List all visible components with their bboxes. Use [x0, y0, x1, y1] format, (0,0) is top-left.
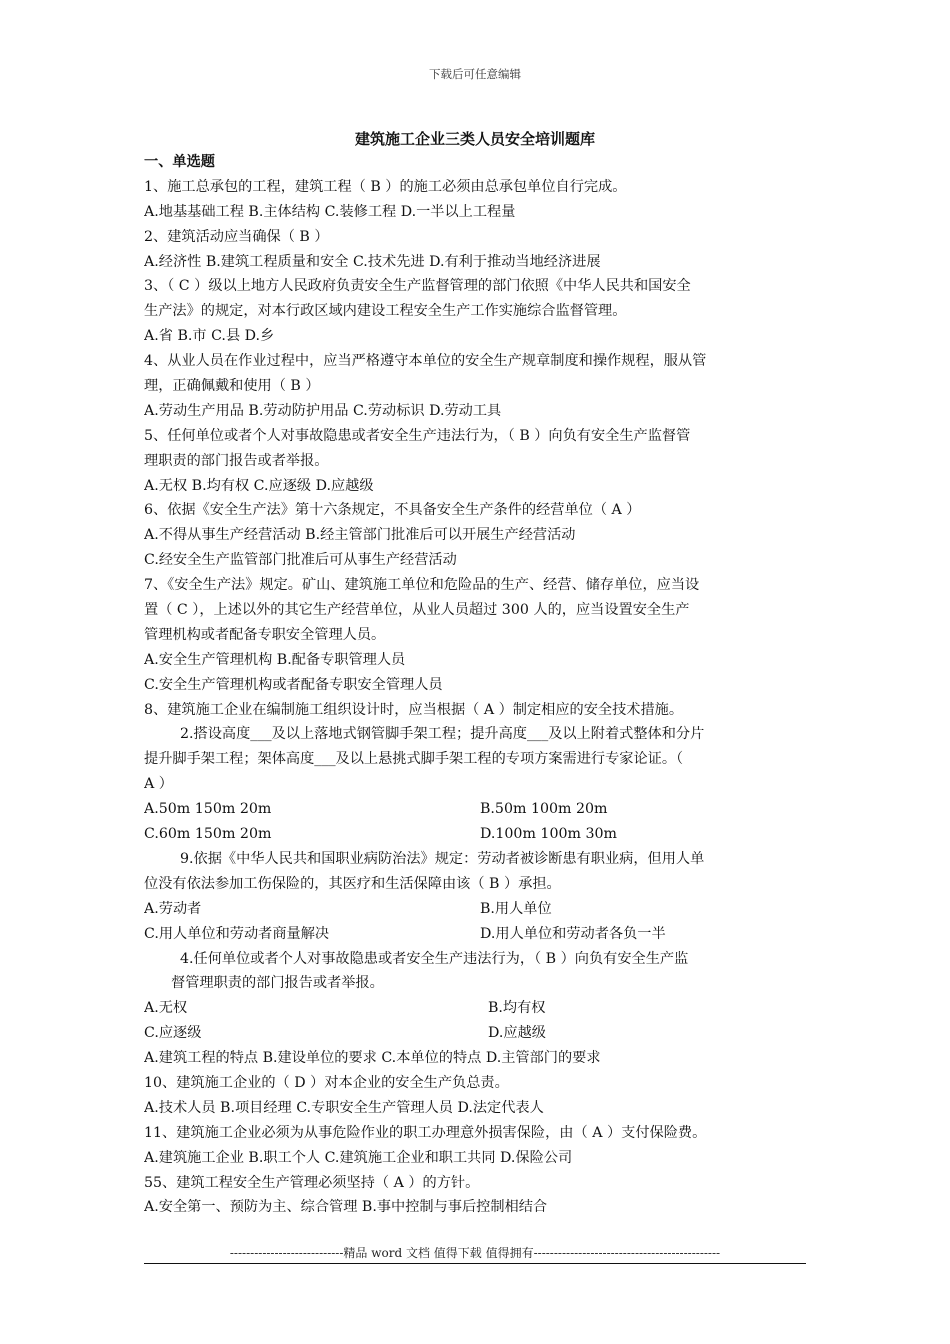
footer-divider [144, 1263, 806, 1264]
option-right: B.均有权 [488, 1000, 546, 1017]
text-line: 管理机构或者配备专职安全管理人员。 [144, 626, 386, 643]
footer-note: ----------------------------精品 word 文档 值得下载 值得拥有---------------------------------------------- [229, 1246, 721, 1260]
option-right: B.50m 100m 20m [480, 801, 608, 818]
option-row [144, 922, 824, 947]
text-line: 位没有依法参加工伤保险的，其医疗和生活保障由该（ B ）承担。 [144, 875, 561, 892]
option-row [144, 996, 824, 1021]
text-line: A.安全第一、预防为主、综合管理 B.事中控制与事后控制相结合 [144, 1199, 548, 1216]
text-line: 理，正确佩戴和使用（ B ） [144, 378, 320, 395]
text-line: 1、施工总承包的工程，建筑工程（ B ）的施工必须由总承包单位自行完成。 [144, 178, 627, 195]
text-line: 10、建筑施工企业的（ D ）对本企业的安全生产负总责。 [144, 1074, 509, 1091]
text-line: A ） [144, 776, 173, 793]
text-line: 3、（ C ）级以上地方人民政府负责安全生产监督管理的部门依照《中华人民共和国安全 [144, 278, 691, 295]
text-line: 督管理职责的部门报告或者举报。 [171, 975, 384, 992]
text-line: A.建筑施工企业 B.职工个人 C.建筑施工企业和职工共同 D.保险公司 [144, 1149, 573, 1166]
option-left: A.劳动者 [144, 900, 202, 917]
option-right: D.应越级 [488, 1025, 546, 1042]
option-left: C.用人单位和劳动者商量解决 [144, 925, 330, 942]
text-line: A.技术人员 B.项目经理 C.专职安全生产管理人员 D.法定代表人 [144, 1099, 544, 1116]
text-line: 生产法》的规定，对本行政区域内建设工程安全生产工作实施综合监督管理。 [144, 303, 627, 320]
text-line: 6、依据《安全生产法》第十六条规定，不具备安全生产条件的经营单位（ A ） [144, 502, 641, 519]
option-right: D.100m 100m 30m [480, 826, 617, 843]
text-line: 9.依据《中华人民共和国职业病防治法》规定：劳动者被诊断患有职业病，但用人单 [180, 850, 705, 867]
text-line: 置（ C ），上述以外的其它生产经营单位，从业人员超过 300 人的，应当设置安全生产 [144, 602, 690, 619]
question-list [144, 150, 824, 1220]
text-line: A.省 B.市 C.县 D.乡 [144, 328, 275, 345]
text-line: C.安全生产管理机构或者配备专职安全管理人员 [144, 676, 443, 693]
text-line: C.经安全生产监管部门批准后可从事生产经营活动 [144, 552, 457, 569]
option-row [144, 1021, 824, 1046]
section-heading: 一、单选题 [144, 154, 215, 170]
text-line: A.地基基础工程 B.主体结构 C.装修工程 D.一半以上工程量 [144, 203, 516, 220]
text-line: A.建筑工程的特点 B.建设单位的要求 C.本单位的特点 D.主管部门的要求 [144, 1050, 601, 1067]
text-line: 11、建筑施工企业必须为从事危险作业的职工办理意外损害保险，由（ A ）支付保险费。 [144, 1124, 707, 1141]
text-line: 2.搭设高度___及以上落地式钢管脚手架工程；提升高度___及以上附着式整体和分片 [180, 726, 705, 743]
text-line: 5、任何单位或者个人对事故隐患或者安全生产违法行为，（ B ）向负有安全生产监督管 [144, 427, 691, 444]
option-left: A.50m 150m 20m [144, 801, 272, 818]
text-line: A.安全生产管理机构 B.配备专职管理人员 [144, 651, 406, 668]
text-line: 7、《安全生产法》规定。矿山、建筑施工单位和危险品的生产、经营、储存单位，应当设 [144, 577, 700, 594]
text-line: A.经济性 B.建筑工程质量和安全 C.技术先进 D.有利于推动当地经济进展 [144, 253, 601, 270]
text-line: A.劳动生产用品 B.劳动防护用品 C.劳动标识 D.劳动工具 [144, 402, 502, 419]
text-line: A.不得从事生产经营活动 B.经主管部门批准后可以开展生产经营活动 [144, 527, 576, 544]
text-line: 理职责的部门报告或者举报。 [144, 452, 329, 469]
document-title: 建筑施工企业三类人员安全培训题库 [354, 130, 595, 148]
option-left: A.无权 [144, 1000, 188, 1017]
text-line: 4、从业人员在作业过程中，应当严格遵守本单位的安全生产规章制度和操作规程，服从管 [144, 353, 707, 370]
option-right: D.用人单位和劳动者各负一半 [480, 925, 666, 942]
option-left: C.60m 150m 20m [144, 826, 272, 843]
text-line: 2、建筑活动应当确保（ B ） [144, 228, 329, 245]
option-right: B.用人单位 [480, 900, 552, 917]
text-line: 8、建筑施工企业在编制施工组织设计时，应当根据（ A ）制定相应的安全技术措施。 [144, 701, 684, 718]
header-note: 下载后可任意编辑 [429, 67, 521, 81]
text-line: 提升脚手架工程；架体高度___及以上悬挑式脚手架工程的专项方案需进行专家论证。（ [144, 751, 684, 768]
option-row [144, 822, 824, 847]
option-row [144, 797, 824, 822]
text-line: 4.任何单位或者个人对事故隐患或者安全生产违法行为，（ B ）向负有安全生产监 [180, 950, 689, 967]
text-line: 55、建筑工程安全生产管理必须坚持（ A ）的方针。 [144, 1174, 480, 1191]
option-left: C.应逐级 [144, 1025, 202, 1042]
text-line: A.无权 B.均有权 C.应逐级 D.应越级 [144, 477, 374, 494]
option-row [144, 897, 824, 922]
